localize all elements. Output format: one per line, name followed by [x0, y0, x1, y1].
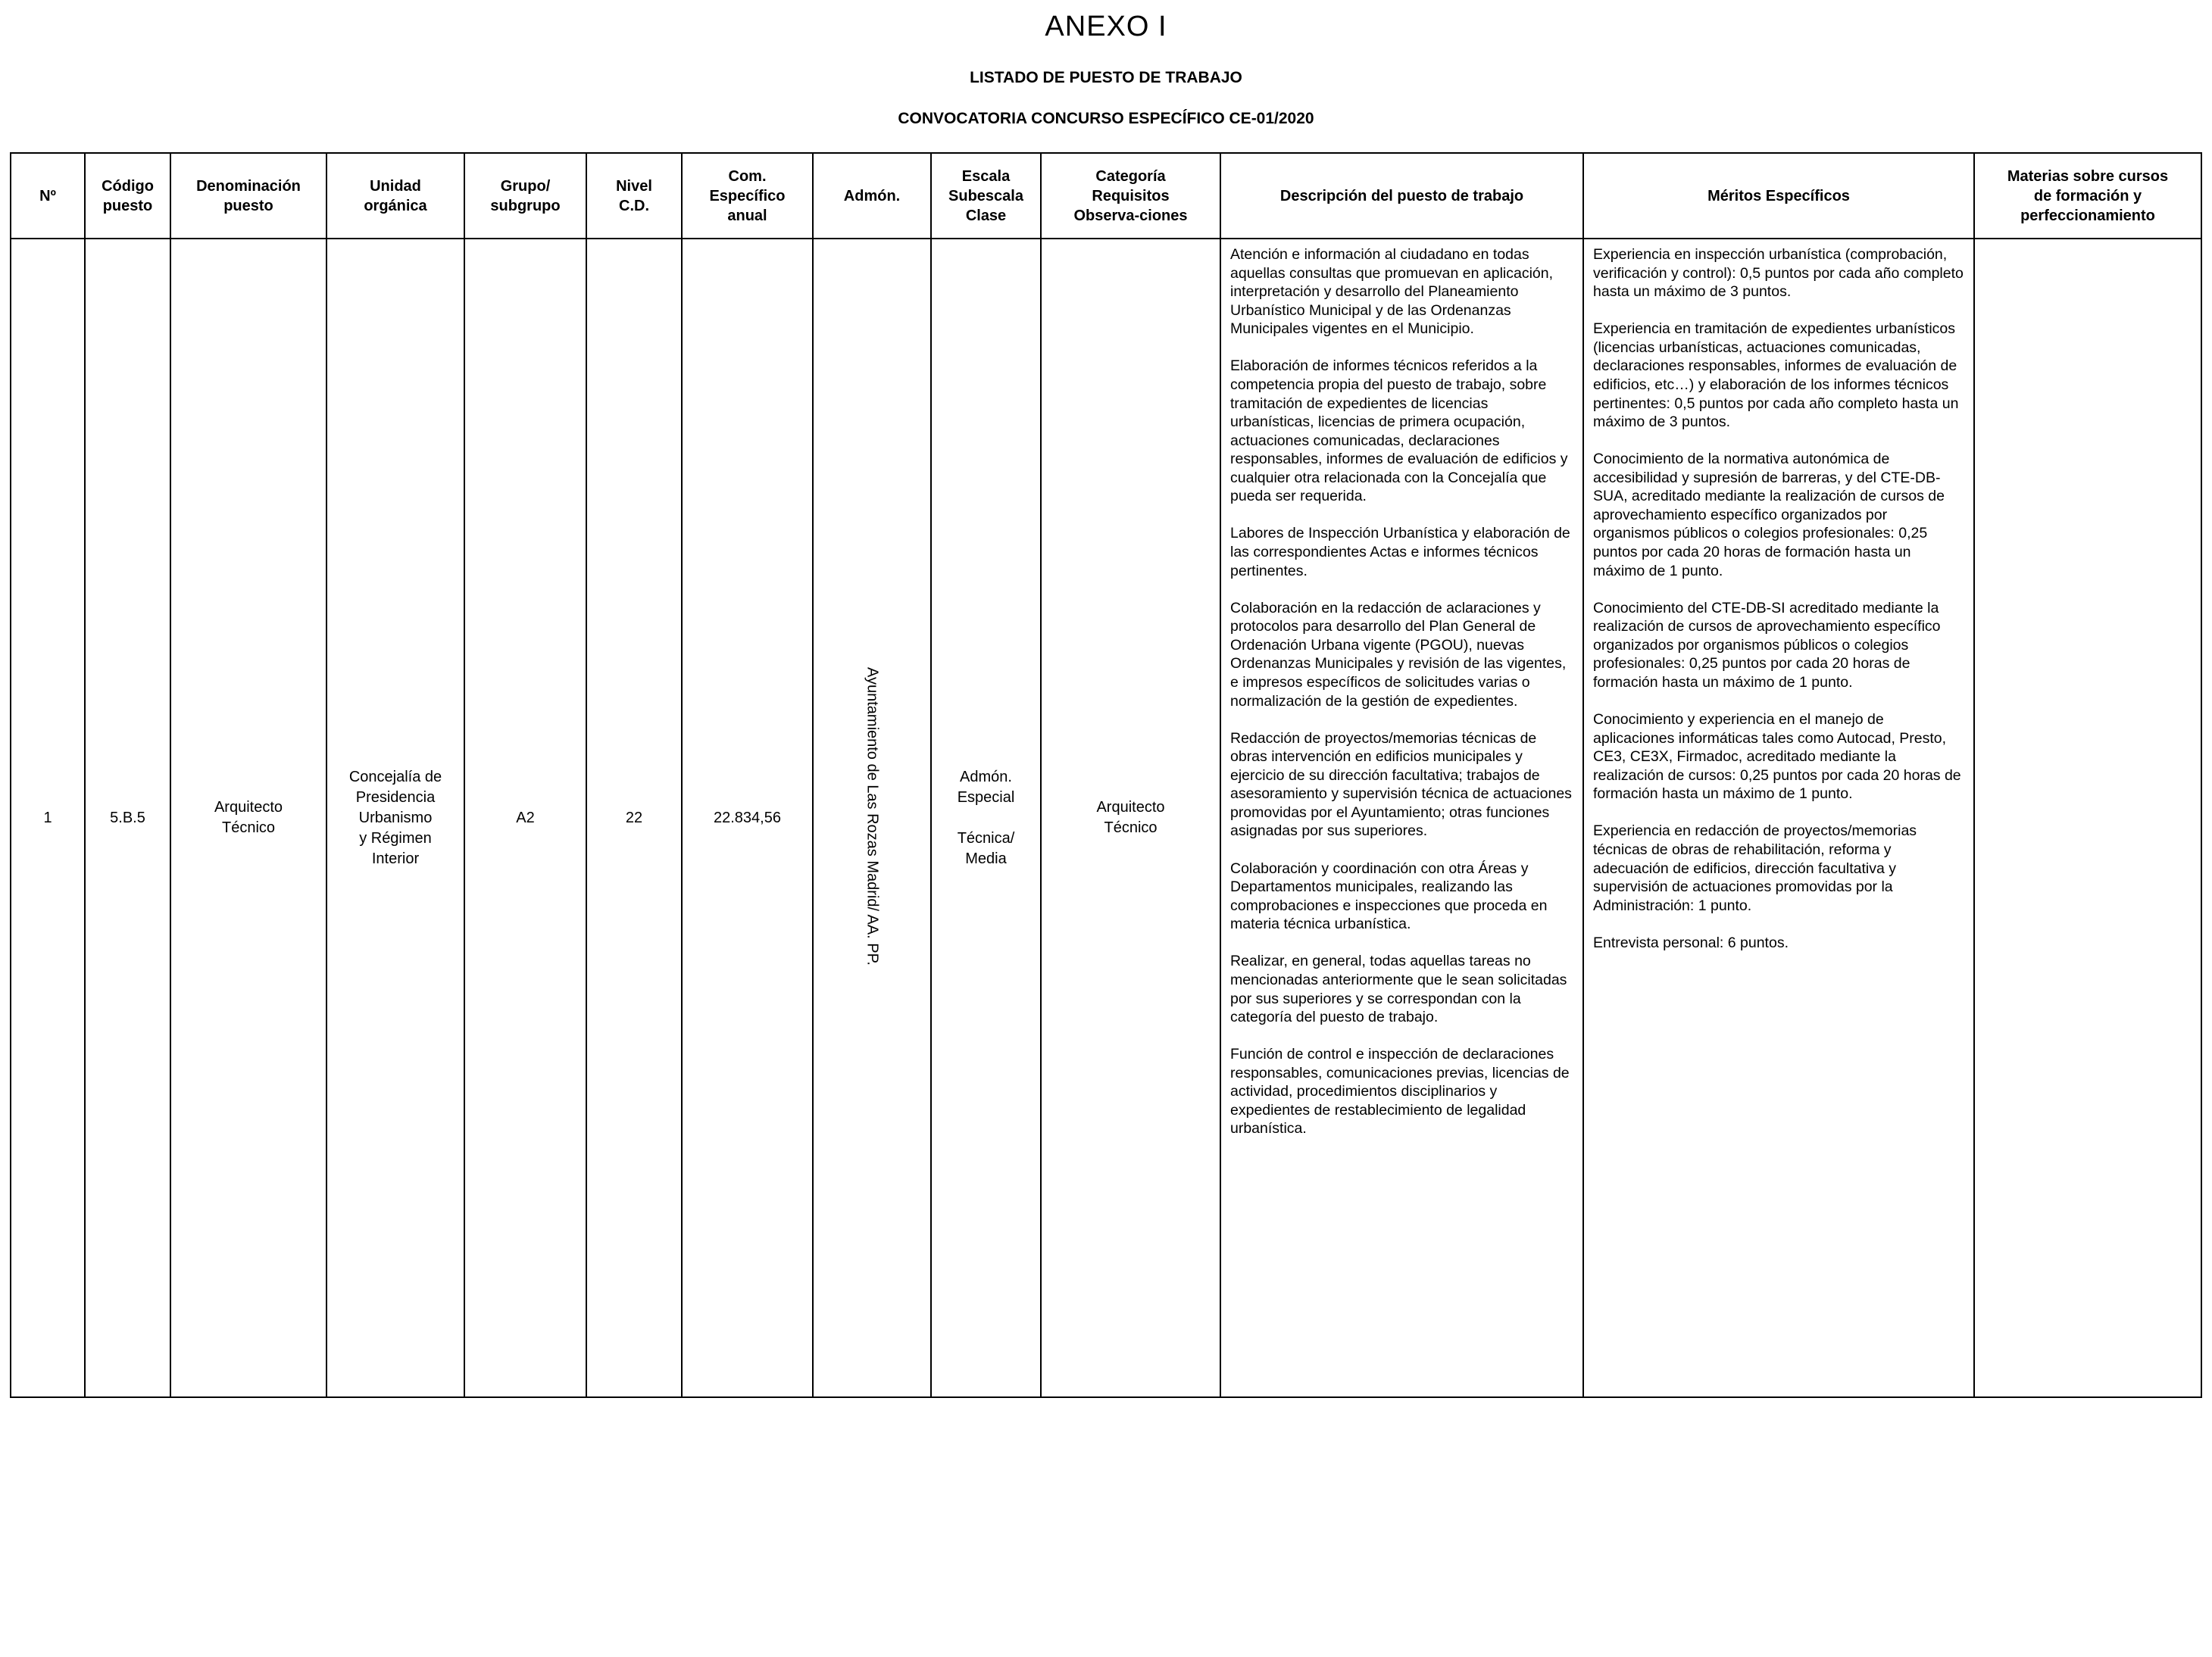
col-header-unidad-organica: Unidad orgánica	[326, 153, 464, 239]
col-header-codigo-puesto: Código puesto	[85, 153, 170, 239]
document-title: ANEXO I	[1045, 11, 1167, 42]
col-header-meritos-especificos: Méritos Específicos	[1583, 153, 1974, 239]
cell-unidad-organica: Concejalía de Presidencia Urbanismo y Régimen Interior	[326, 239, 464, 1397]
col-header-com-especifico-anual: Com. Específico anual	[682, 153, 813, 239]
table-row	[11, 239, 2201, 1397]
document-subtitle-listado: LISTADO DE PUESTO DE TRABAJO	[970, 69, 1242, 86]
col-header-materias-cursos: Materias sobre cursos de formación y perfeccionamiento	[1974, 153, 2201, 239]
document-subtitle-convocatoria: CONVOCATORIA CONCURSO ESPECÍFICO CE-01/2020	[898, 110, 1314, 127]
cell-com-especifico-anual: 22.834,56	[682, 239, 813, 1397]
col-header-admon: Admón.	[813, 153, 931, 239]
col-header-numero: Nº	[11, 153, 85, 239]
cell-descripcion-puesto: Atención e información al ciudadano en todas aquellas consultas que promuevan en aplicación, interpretación y desarrollo del Planeamiento Urbanístico Municipal y de las Ordenanzas Municipales vigentes en el Municipio. Elaboración de informes técnicos referidos a la competencia propia del puesto de trabajo, sobre tramitación de expedientes de licencias urbanísticas, licencias de primera ocupación, actuaciones comunicadas, declaraciones responsables, informes de evaluación de edificios y cualquier otra relacionada con la Concejalía que pueda ser requerida. Labores de Inspección Urbanística y elaboración de las correspondientes Actas e informes técnicos pertinentes. Colaboración en la redacción de aclaraciones y protocolos para desarrollo del Plan General de Ordenación Urbana vigente (PGOU), nuevas Ordenanzas Municipales y revisión de las vigentes, e impresos específicos de solicitudes varias o normalización de la gestión de expedientes. Redacción de proyectos/memorias técnicas de obras intervención en edificios municipales y ejercicio de su dirección facultativa; trabajos de asesoramiento y supervisión técnica de actuaciones promovidas por el Ayuntamiento; otras funciones asignadas por sus superiores. Colaboración y coordinación con otra Áreas y Departamentos municipales, realizando las comprobaciones e inspecciones que proceda en materia técnica urbanística. Realizar, en general, todas aquellas tareas no mencionadas anteriormente que le sean solicitadas por sus superiores y se correspondan con la categoría del puesto de trabajo. Función de control e inspección de declaraciones responsables, comunicaciones previas, licencias de actividad, procedimientos disciplinarios y expedientes de restablecimiento de legalidad urbanística.	[1220, 239, 1583, 1397]
col-header-grupo-subgrupo: Grupo/ subgrupo	[464, 153, 586, 239]
col-header-categoria-requisitos: Categoría Requisitos Observa-ciones	[1041, 153, 1220, 239]
admon-vertical-text: Ayuntamiento de Las Rozas Madrid/ AA. PP.	[864, 666, 881, 966]
col-header-denominacion-puesto: Denominación puesto	[170, 153, 326, 239]
cell-admon	[813, 239, 931, 1397]
cell-denominacion-puesto: Arquitecto Técnico	[170, 239, 326, 1397]
cell-numero: 1	[11, 239, 85, 1397]
cell-codigo-puesto: 5.B.5	[85, 239, 170, 1397]
cell-grupo-subgrupo: A2	[464, 239, 586, 1397]
table-header-row	[11, 153, 2201, 239]
col-header-nivel-cd: Nivel C.D.	[586, 153, 682, 239]
cell-categoria-requisitos: Arquitecto Técnico	[1041, 239, 1220, 1397]
cell-materias-cursos	[1974, 239, 2201, 1397]
cell-meritos-especificos: Experiencia en inspección urbanística (comprobación, verificación y control): 0,5 puntos por cada año completo hasta un máximo de 3 puntos. Experiencia en tramitación de expedientes urbanísticos (licencias urbanísticas, actuaciones comunicadas, declaraciones responsables, informes de evaluación de edificios, etc…) y elaboración de los informes técnicos pertinentes: 0,5 puntos por cada año completo hasta un máximo de 3 puntos. Conocimiento de la normativa autonómica de accesibilidad y supresión de barreras, y del CTE-DB-SUA, acreditado mediante la realización de cursos de aprovechamiento específico organizados por organismos públicos o colegios profesionales: 0,25 puntos por cada 20 horas de formación hasta un máximo de 1 punto. Conocimiento del CTE-DB-SI acreditado mediante la realización de cursos de aprovechamiento específico organizados por organismos públicos o colegios profesionales: 0,25 puntos por cada 20 horas de formación hasta un máximo de 1 punto. Conocimiento y experiencia en el manejo de aplicaciones informáticas tales como Autocad, Presto, CE3, CE3X, Firmadoc, acreditado mediante la realización de cursos: 0,25 puntos por cada 20 horas de formación hasta un máximo de 1 punto. Experiencia en redacción de proyectos/memorias técnicas de obras de rehabilitación, reforma y adecuación de edificios, dirección facultativa y supervisión de actuaciones promovidas por la Administración: 1 punto. Entrevista personal: 6 puntos.	[1583, 239, 1974, 1397]
cell-escala-subescala-clase: Admón. Especial Técnica/ Media	[931, 239, 1041, 1397]
job-positions-table	[10, 152, 2202, 1398]
cell-nivel-cd: 22	[586, 239, 682, 1397]
col-header-escala-subescala-clase: Escala Subescala Clase	[931, 153, 1041, 239]
col-header-descripcion-puesto: Descripción del puesto de trabajo	[1220, 153, 1583, 239]
